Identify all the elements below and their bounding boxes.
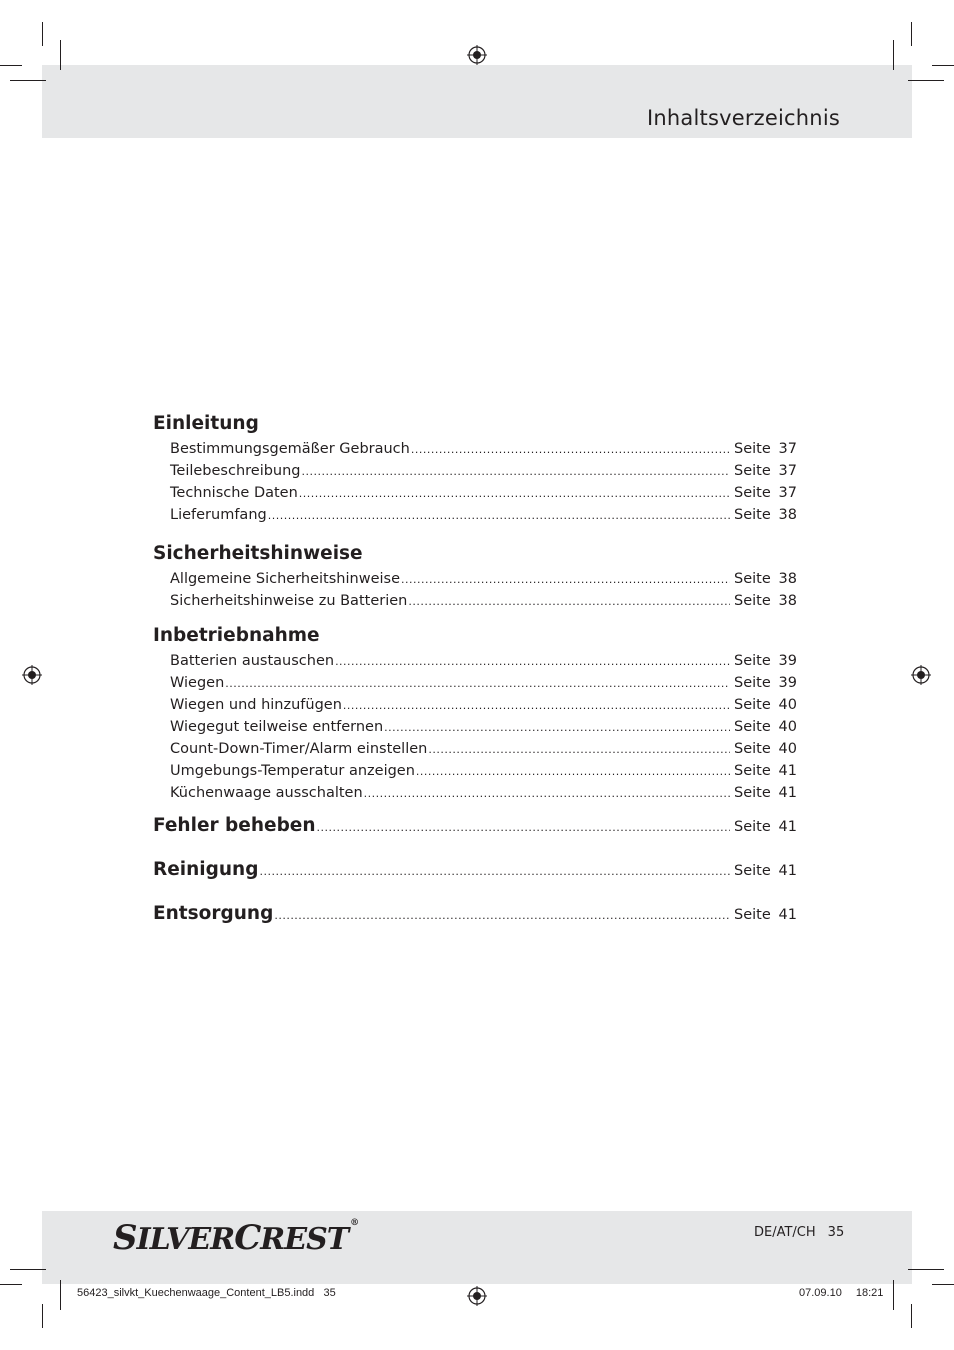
slug-time: 18:21: [855, 1287, 884, 1299]
toc-section-inbetriebnahme: [153, 622, 797, 804]
toc-seite: Seite: [734, 507, 771, 523]
toc-heading-entry-entsorgung: [153, 892, 797, 936]
toc-entry-label: Sicherheitshinweise zu Batterien: [170, 593, 408, 609]
toc-seite: Seite: [734, 653, 771, 669]
page-title: Inhaltsverzeichnis: [647, 106, 840, 130]
toc-entry: [153, 590, 797, 612]
toc-page: 41: [778, 763, 797, 779]
toc-section-einleitung: [153, 410, 797, 526]
crop-mark: [908, 1269, 944, 1270]
toc-entry: [153, 504, 797, 526]
crop-mark: [42, 22, 43, 46]
toc-heading: Fehler beheben: [153, 815, 316, 836]
toc-leader: [317, 806, 730, 850]
toc-page: 41: [778, 863, 797, 879]
crop-mark: [893, 1280, 894, 1310]
registration-mark-icon: [911, 665, 931, 685]
toc-leader: [343, 695, 730, 717]
toc-seite: Seite: [734, 675, 771, 691]
toc-seite: Seite: [734, 863, 771, 879]
registration-mark-icon: [22, 665, 42, 685]
toc-heading: Inbetriebnahme: [153, 625, 320, 646]
toc-entry-label: Allgemeine Sicherheitshinweise: [170, 571, 400, 587]
toc-seite: Seite: [734, 907, 771, 923]
toc-entry-label: Batterien austauschen: [170, 653, 335, 669]
toc-page: 38: [778, 507, 797, 523]
toc-entry-label: Küchenwaage ausschalten: [170, 785, 363, 801]
toc-seite: Seite: [734, 571, 771, 587]
toc-seite: Seite: [734, 485, 771, 501]
toc-seite: Seite: [734, 741, 771, 757]
toc-entry: [153, 694, 797, 716]
toc-entry: [153, 568, 797, 590]
toc-page: 41: [778, 907, 797, 923]
toc-page: 41: [778, 785, 797, 801]
registration-mark-icon: [467, 45, 487, 65]
toc-entry-label: Count-Down-Timer/Alarm einstellen: [170, 741, 428, 757]
toc-seite: Seite: [734, 441, 771, 457]
toc-leader: [274, 894, 730, 938]
toc-entry: [153, 482, 797, 504]
toc-seite: Seite: [734, 593, 771, 609]
toc-seite: Seite: [734, 697, 771, 713]
toc-section-sicherheitshinweise: [153, 540, 797, 612]
crop-mark: [10, 1269, 46, 1270]
toc-page: 38: [778, 571, 797, 587]
toc-entry: [153, 672, 797, 694]
crop-mark: [10, 80, 46, 81]
footer-page-number: 35: [827, 1225, 845, 1240]
toc-leader: [416, 761, 730, 783]
silvercrest-logo: SILVERCREST ®: [113, 1218, 359, 1258]
toc-leader: [335, 651, 730, 673]
crop-mark: [911, 1304, 912, 1328]
toc-seite: Seite: [734, 763, 771, 779]
toc-leader: [225, 673, 730, 695]
toc-seite: Seite: [734, 463, 771, 479]
toc-leader: [299, 483, 730, 505]
toc-entry-label: Umgebungs-Temperatur anzeigen: [170, 763, 415, 779]
toc-entry: [153, 460, 797, 482]
toc-page: 40: [778, 741, 797, 757]
toc-entry: [153, 650, 797, 672]
slug-filename: 56423_silvkt_Kuechenwaage_Content_LB5.indd 35: [77, 1287, 336, 1299]
registration-mark-icon: [467, 1286, 487, 1306]
toc-leader: [364, 783, 730, 805]
toc-page: 38: [778, 593, 797, 609]
toc-seite: Seite: [734, 819, 771, 835]
toc-entry: [153, 716, 797, 738]
toc-heading: Entsorgung: [153, 903, 274, 924]
toc-leader: [401, 569, 730, 591]
toc-leader: [411, 439, 730, 461]
toc-leader: [302, 461, 730, 483]
toc-seite: Seite: [734, 719, 771, 735]
toc-page: 39: [778, 653, 797, 669]
footer-locale-page: [754, 1225, 844, 1240]
toc-heading: Sicherheitshinweise: [153, 543, 363, 564]
crop-mark: [60, 1280, 61, 1310]
toc-leader: [428, 739, 730, 761]
toc-page: 37: [778, 441, 797, 457]
toc-page: 37: [778, 485, 797, 501]
crop-mark: [893, 40, 894, 70]
crop-mark: [932, 65, 954, 66]
toc-entry: [153, 438, 797, 460]
toc-leader: [408, 591, 730, 613]
toc-page: 39: [778, 675, 797, 691]
crop-mark: [0, 1284, 22, 1285]
toc-entry-label: Technische Daten: [170, 485, 298, 501]
toc-entry: [153, 782, 797, 804]
toc-entry-label: Wiegen: [170, 675, 225, 691]
crop-mark: [908, 80, 944, 81]
toc-heading-entry-fehler-beheben: [153, 804, 797, 848]
slug-date: 07.09.10: [799, 1287, 842, 1299]
toc-entry: [153, 760, 797, 782]
toc-page: 40: [778, 719, 797, 735]
crop-mark: [60, 40, 61, 70]
toc-entry-label: Wiegen und hinzufügen: [170, 697, 342, 713]
toc-entry: [153, 738, 797, 760]
toc-leader: [268, 505, 730, 527]
table-of-contents: [153, 410, 797, 936]
crop-mark: [911, 22, 912, 46]
toc-entry-label: Wiegegut teilweise entfernen: [170, 719, 384, 735]
toc-heading-entry-reinigung: [153, 848, 797, 892]
toc-heading: Reinigung: [153, 859, 259, 880]
slug-datetime: [799, 1287, 883, 1299]
toc-entry-label: Teilebeschreibung: [170, 463, 301, 479]
crop-mark: [42, 1304, 43, 1328]
crop-mark: [932, 1284, 954, 1285]
footer-locale: DE/AT/CH: [754, 1225, 816, 1240]
toc-page: 41: [778, 819, 797, 835]
toc-entry-label: Lieferumfang: [170, 507, 267, 523]
toc-seite: Seite: [734, 785, 771, 801]
toc-entry-label: Bestimmungsgemäßer Gebrauch: [170, 441, 410, 457]
toc-page: 37: [778, 463, 797, 479]
crop-mark: [0, 65, 22, 66]
toc-leader: [384, 717, 730, 739]
toc-heading: Einleitung: [153, 413, 259, 434]
toc-leader: [259, 850, 730, 894]
toc-page: 40: [778, 697, 797, 713]
